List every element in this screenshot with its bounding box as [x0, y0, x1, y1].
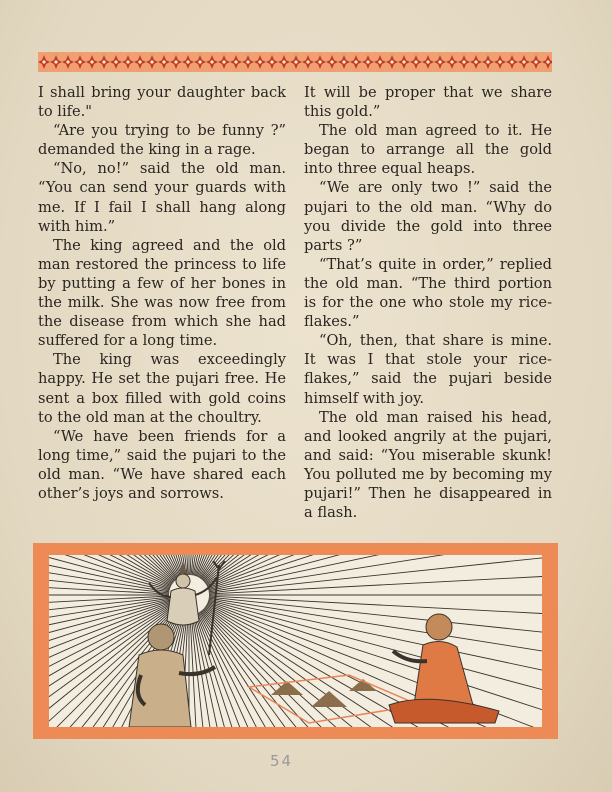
paragraph: The king was exceedingly happy. He set the pujari free. He sent a box filled with gold coins to the old man at the choultry. — [38, 351, 286, 426]
paragraph: “No, no!” said the old man. “You can send your guards with me. If I fail I shall hang along with him.” — [38, 160, 286, 235]
page-number: 54 — [270, 752, 294, 770]
story-illustration — [33, 543, 558, 739]
paragraph: “Are you trying to be funny ?” demanded the king in a rage. — [38, 122, 286, 159]
paragraph: “That’s quite in order,” replied the old man. “The third portion is for the one who stole my rice-flakes.” — [304, 255, 552, 331]
paragraph: The old man agreed to it. He began to arrange all the gold into three equal heaps. — [304, 122, 552, 178]
paragraph: It will be proper that we share this gold.” — [304, 84, 552, 121]
paragraph: “We are only two !” said the pujari to the old man. “Why do you divide the gold into three parts ?” — [304, 179, 552, 254]
left-column — [38, 83, 286, 503]
paragraph: “Oh, then, that share is mine. It was I that stole your rice-flakes,” said the pujari beside himself with joy. — [304, 332, 552, 407]
border-pattern — [38, 52, 552, 72]
illustration-drawing — [49, 555, 542, 727]
decorative-border — [38, 52, 552, 72]
right-column — [304, 83, 552, 522]
paragraph: I shall bring your daughter back to life." — [38, 84, 286, 121]
paragraph: “We have been friends for a long time,” said the pujari to the old man. “We have shared each other’s joys and sorrows. — [38, 427, 286, 502]
paragraph: The king agreed and the old man restored the princess to life by putting a few of her bones in the milk. She was now free from the disease from which she had suffered for a long time. — [38, 236, 286, 350]
paragraph: The old man raised his head, and looked angrily at the pujari, and said: “You miserable skunk! You polluted me by becoming my pujari!” Then he disappeared in a flash. — [304, 408, 552, 522]
